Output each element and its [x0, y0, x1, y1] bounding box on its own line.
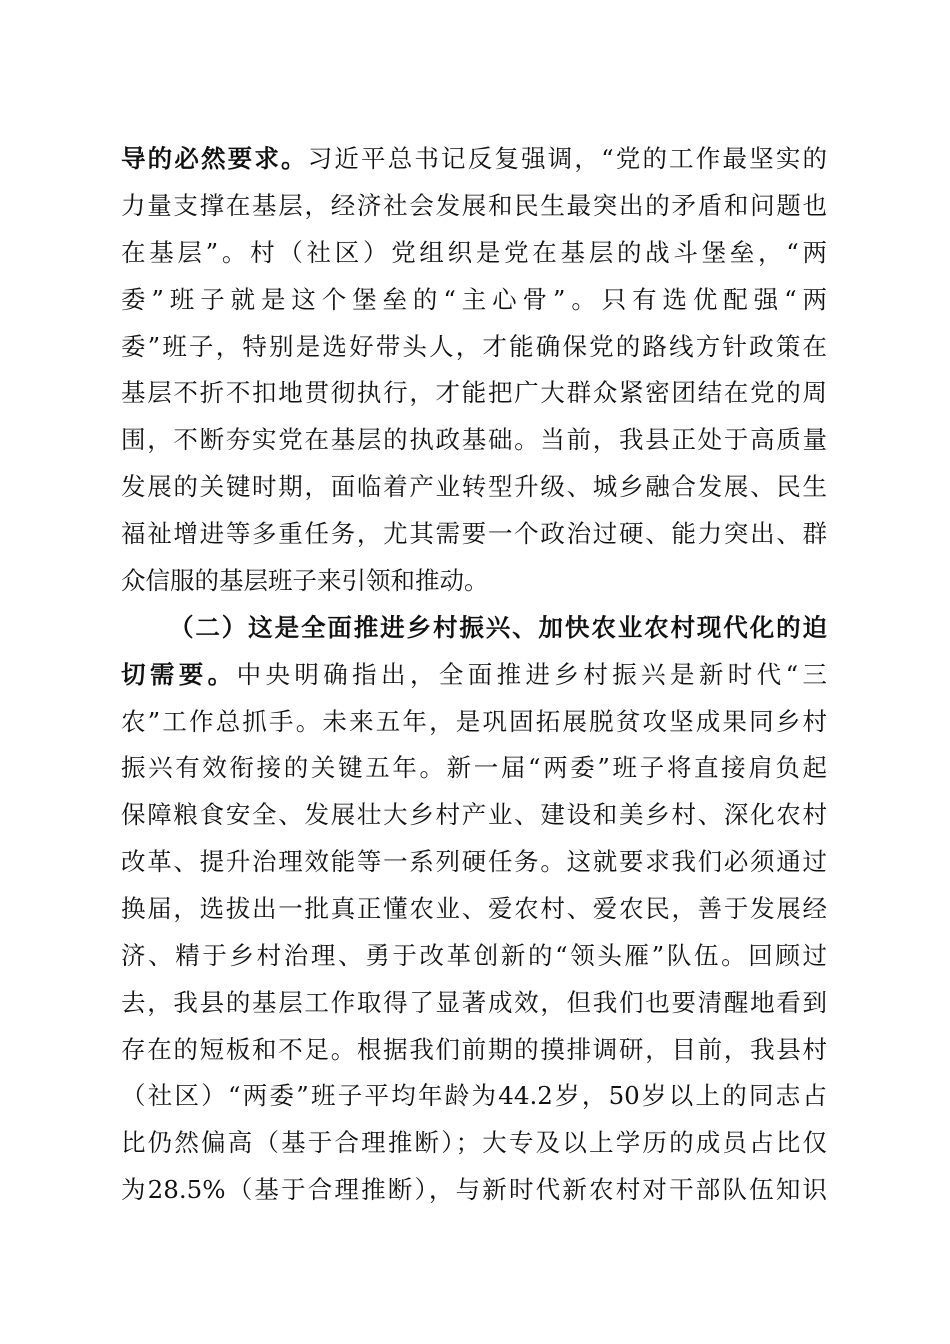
paragraph-line: [121, 561, 827, 601]
line-text: 存在的短板和不足。根据我们前期的摸排调研，目前，我县村: [121, 1035, 827, 1064]
line-text: 围，不断夯实党在基层的执政基础。当前，我县正处于高质量: [121, 425, 827, 454]
line-text: 众信服的基层班子来引领和推动。: [121, 566, 489, 595]
paragraph-line: [121, 420, 827, 460]
line-text: （社区）“两委”班子平均年龄为44.2岁，50岁以上的同志占: [121, 1081, 827, 1110]
line-text: 福祉增进等多重任务，尤其需要一个政治过硬、能力突出、群: [121, 519, 827, 548]
line-text: 比仍然偏高（基于合理推断）；大专及以上学历的成员占比仅: [121, 1128, 827, 1157]
line-text: 习近平总书记反复强调，“党的工作最坚实的: [307, 144, 827, 173]
line-text: 为28.5%（基于合理推断），与新时代新农村对干部队伍知识: [121, 1175, 827, 1204]
paragraph-line: [121, 702, 827, 742]
paragraph-line: [121, 983, 827, 1023]
line-text: 农”工作总抓手。未来五年，是巩固拓展脱贫攻坚成果同乡村: [121, 707, 827, 736]
section-heading: （二）这是全面推进乡村振兴、加快农业农村现代化的迫: [169, 613, 827, 642]
paragraph-line: [121, 748, 827, 788]
line-text: 去，我县的基层工作取得了显著成效，但我们也要清醒地看到: [121, 988, 827, 1017]
bold-text: 切需要。: [121, 660, 237, 689]
line-text: 济、精于乡村治理、勇于改革创新的“领头雁”队伍。回顾过: [121, 941, 827, 970]
paragraph-line: [121, 795, 827, 835]
paragraph-line: [121, 1170, 827, 1210]
paragraph-line: [121, 280, 827, 320]
paragraph-line: [121, 1030, 827, 1070]
paragraph-line: [121, 1123, 827, 1163]
line-text: 委”班子就是这个堡垒的“主心骨”。只有选优配强“两: [121, 285, 827, 314]
line-text: 改革、提升治理效能等一系列硬任务。这就要求我们必须通过: [121, 847, 827, 876]
line-text: 基层不折不扣地贯彻执行，才能把广大群众紧密团结在党的周: [121, 378, 827, 407]
paragraph-line: [121, 327, 827, 367]
line-text: 换届，选拔出一批真正懂农业、爱农村、爱农民，善于发展经: [121, 894, 827, 923]
line-text: 委”班子，特别是选好带头人，才能确保党的路线方针政策在: [121, 332, 827, 361]
paragraph-line: [121, 1076, 827, 1116]
paragraph-line: [121, 514, 827, 554]
paragraph-line: [121, 139, 827, 179]
line-text: 在基层”。村（社区）党组织是党在基层的战斗堡垒，“两: [121, 238, 827, 267]
paragraph-line: [121, 655, 827, 695]
paragraph-line: [121, 936, 827, 976]
paragraph-line: [121, 467, 827, 507]
paragraph-line: [121, 889, 827, 929]
line-text: 中央明确指出，全面推进乡村振兴是新时代“三: [236, 660, 827, 689]
line-text: 力量支撑在基层，经济社会发展和民生最突出的矛盾和问题也: [121, 191, 827, 220]
line-text: 保障粮食安全、发展壮大乡村产业、建设和美乡村、深化农村: [121, 800, 827, 829]
paragraph-line: [121, 842, 827, 882]
paragraph-line: [121, 233, 827, 273]
paragraph-line: [121, 186, 827, 226]
paragraph-line: [121, 373, 827, 413]
bold-text: 导的必然要求。: [121, 144, 308, 173]
section-heading-line: [169, 608, 827, 648]
line-text: 振兴有效衔接的关键五年。新一届“两委”班子将直接肩负起: [121, 753, 827, 782]
line-text: 发展的关键时期，面临着产业转型升级、城乡融合发展、民生: [121, 472, 827, 501]
